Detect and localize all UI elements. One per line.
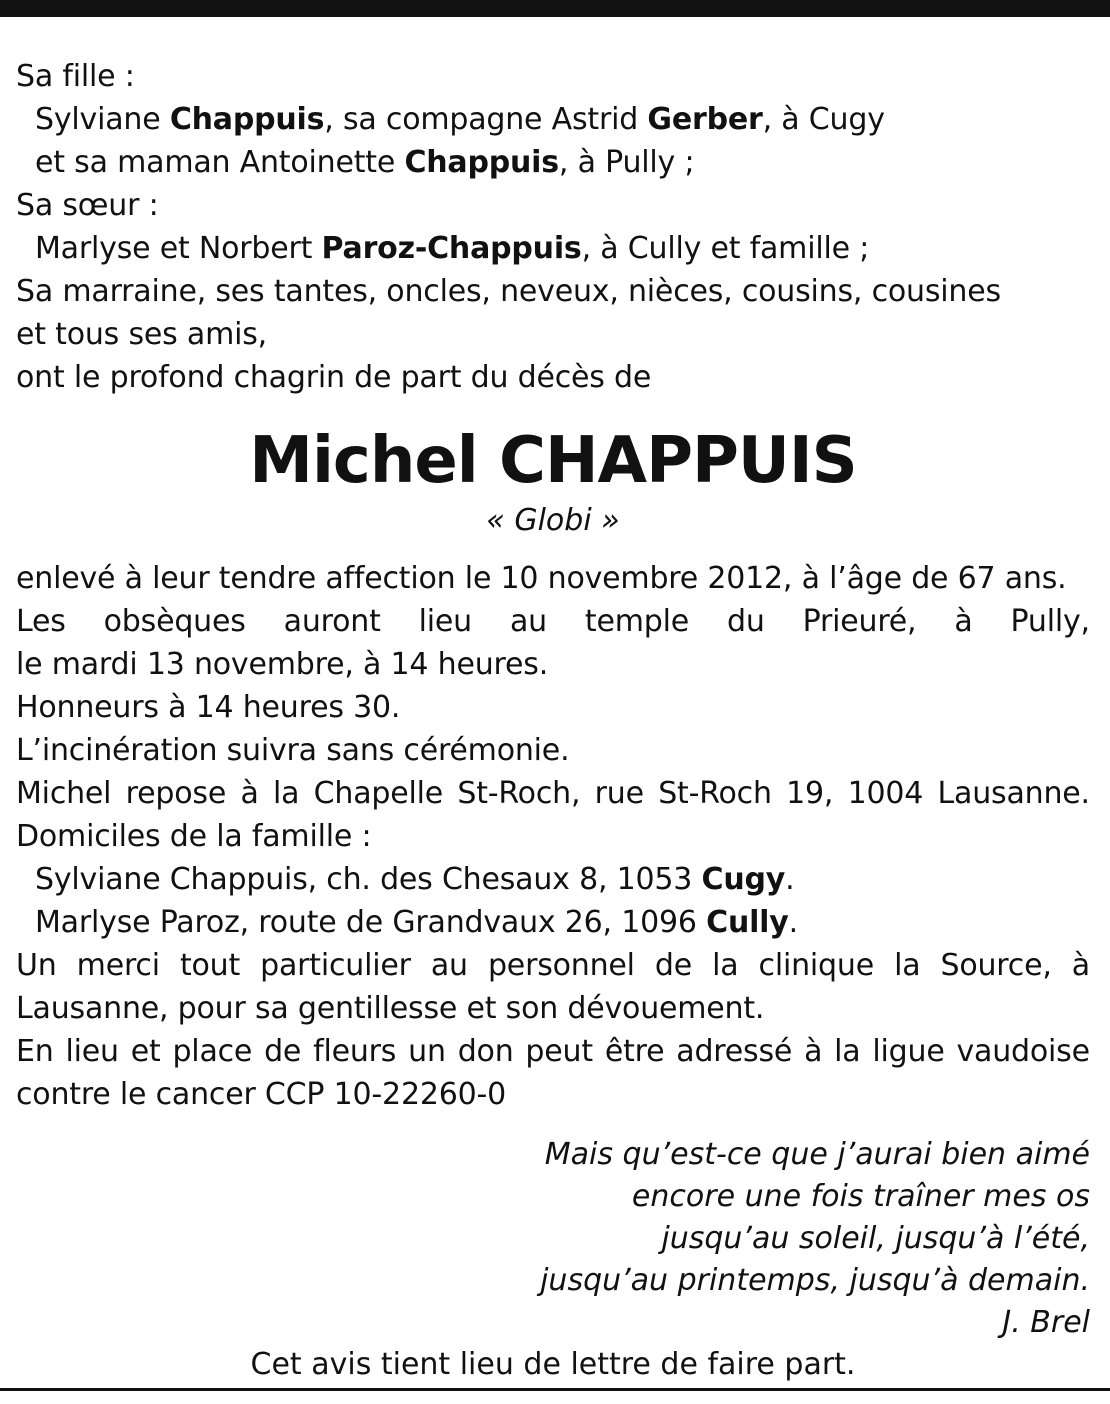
word: au <box>509 604 547 639</box>
word: Lausanne. <box>937 776 1090 811</box>
word: Source, <box>940 948 1052 983</box>
text: et sa maman Antoinette <box>35 145 405 180</box>
word: la <box>712 948 739 983</box>
word: personnel <box>487 948 635 983</box>
text: , à Cully et famille ; <box>581 231 870 266</box>
word: la <box>894 948 921 983</box>
daughter-line-1 <box>16 98 1090 141</box>
funeral-line-2: le mardi 13 novembre, à 14 heures. <box>16 647 549 682</box>
word: à <box>804 1034 823 1069</box>
daughter-heading: Sa fille : <box>16 59 135 94</box>
town: Cully <box>706 905 789 940</box>
thanks-line-1 <box>16 944 1090 987</box>
word: lieu <box>65 1034 119 1069</box>
word: auront <box>283 604 381 639</box>
word: Les <box>16 604 66 639</box>
text: , à Cugy <box>762 102 885 137</box>
town: Cugy <box>701 862 786 897</box>
word: ligue <box>872 1034 945 1069</box>
relatives-line-1: Sa marraine, ses tantes, oncles, neveux, nièces, cousins, cousines <box>16 274 1001 309</box>
thanks-line-2: Lausanne, pour sa gentillesse et son dévouement. <box>16 991 765 1026</box>
deceased-name: Michel CHAPPUIS <box>249 424 857 498</box>
word: Michel <box>16 776 112 811</box>
word: peut <box>525 1034 593 1069</box>
word: clinique <box>758 948 874 983</box>
word: et <box>130 1034 161 1069</box>
cremation-line: L’incinération suivra sans cérémonie. <box>16 733 570 768</box>
word: temple <box>584 604 690 639</box>
surname: Chappuis <box>169 102 325 137</box>
word: repose <box>125 776 227 811</box>
word: lieu <box>418 604 472 639</box>
quote-line: Mais qu’est-ce que j’aurai bien aimé <box>544 1137 1090 1172</box>
word: St-Roch, <box>457 776 581 811</box>
text: Marlyse et Norbert <box>35 231 322 266</box>
word: à <box>1071 948 1090 983</box>
surname: Paroz-Chappuis <box>321 231 582 266</box>
death-line: enlevé à leur tendre affection le 10 novembre 2012, à l’âge de 67 ans. <box>16 561 1067 596</box>
word: un <box>408 1034 446 1069</box>
brel-quote <box>16 1134 1090 1344</box>
quote-author: J. Brel <box>1002 1305 1090 1340</box>
word: obsèques <box>103 604 246 639</box>
word: Pully, <box>1010 604 1090 639</box>
word: tout <box>179 948 241 983</box>
word: rue <box>594 776 644 811</box>
word: être <box>604 1034 665 1069</box>
word: 1004 <box>847 776 924 811</box>
word: Chapelle <box>313 776 444 811</box>
word: Un <box>16 948 57 983</box>
text: . <box>785 862 795 897</box>
sister-heading: Sa sœur : <box>16 188 159 223</box>
quote-line: jusqu’au soleil, jusqu’à l’été, <box>661 1221 1090 1256</box>
quote-line: encore une fois traîner mes os <box>631 1179 1090 1214</box>
word: merci <box>76 948 160 983</box>
word: En <box>16 1034 54 1069</box>
word: à <box>954 604 973 639</box>
relatives-line-2: et tous ses amis, <box>16 317 268 352</box>
quote-line: jusqu’au printemps, jusqu’à demain. <box>540 1263 1090 1298</box>
text: Sylviane <box>35 102 170 137</box>
word: de <box>264 1034 302 1069</box>
word: de <box>654 948 693 983</box>
word: vaudoise <box>956 1034 1090 1069</box>
obituary-notice <box>16 55 1090 1386</box>
word: 19, <box>786 776 834 811</box>
word: don <box>457 1034 514 1069</box>
rest-line <box>16 772 1090 815</box>
text: . <box>788 905 798 940</box>
funeral-line-1 <box>16 600 1090 643</box>
word: au <box>430 948 468 983</box>
top-rule <box>0 0 1110 17</box>
surname: Chappuis <box>404 145 559 180</box>
donation-line-1 <box>16 1030 1090 1073</box>
word: fleurs <box>313 1034 397 1069</box>
word: la <box>272 776 300 811</box>
bottom-rule <box>0 1388 1110 1391</box>
announcement-line: ont le profond chagrin de part du décès de <box>16 360 652 395</box>
closing-line: Cet avis tient lieu de lettre de faire part. <box>250 1347 856 1382</box>
text: , sa compagne Astrid <box>324 102 648 137</box>
sister-line <box>16 227 1090 270</box>
domicile-line-2 <box>16 901 1090 944</box>
word: St-Roch <box>658 776 772 811</box>
domicile-line-1 <box>16 858 1090 901</box>
word: Prieuré, <box>802 604 917 639</box>
honours-line: Honneurs à 14 heures 30. <box>16 690 401 725</box>
text: Sylviane Chappuis, ch. des Chesaux 8, 1053 <box>35 862 702 897</box>
word: la <box>834 1034 861 1069</box>
text: , à Pully ; <box>558 145 695 180</box>
deceased-nickname: « Globi » <box>486 503 620 538</box>
word: place <box>172 1034 253 1069</box>
word: à <box>240 776 259 811</box>
surname: Gerber <box>647 102 763 137</box>
word: du <box>726 604 765 639</box>
domiciles-heading: Domiciles de la famille : <box>16 819 372 854</box>
text: Marlyse Paroz, route de Grandvaux 26, 1096 <box>35 905 707 940</box>
word: adressé <box>676 1034 793 1069</box>
daughter-line-2 <box>16 141 1090 184</box>
donation-line-2: contre le cancer CCP 10-22260-0 <box>16 1077 507 1112</box>
word: particulier <box>260 948 411 983</box>
